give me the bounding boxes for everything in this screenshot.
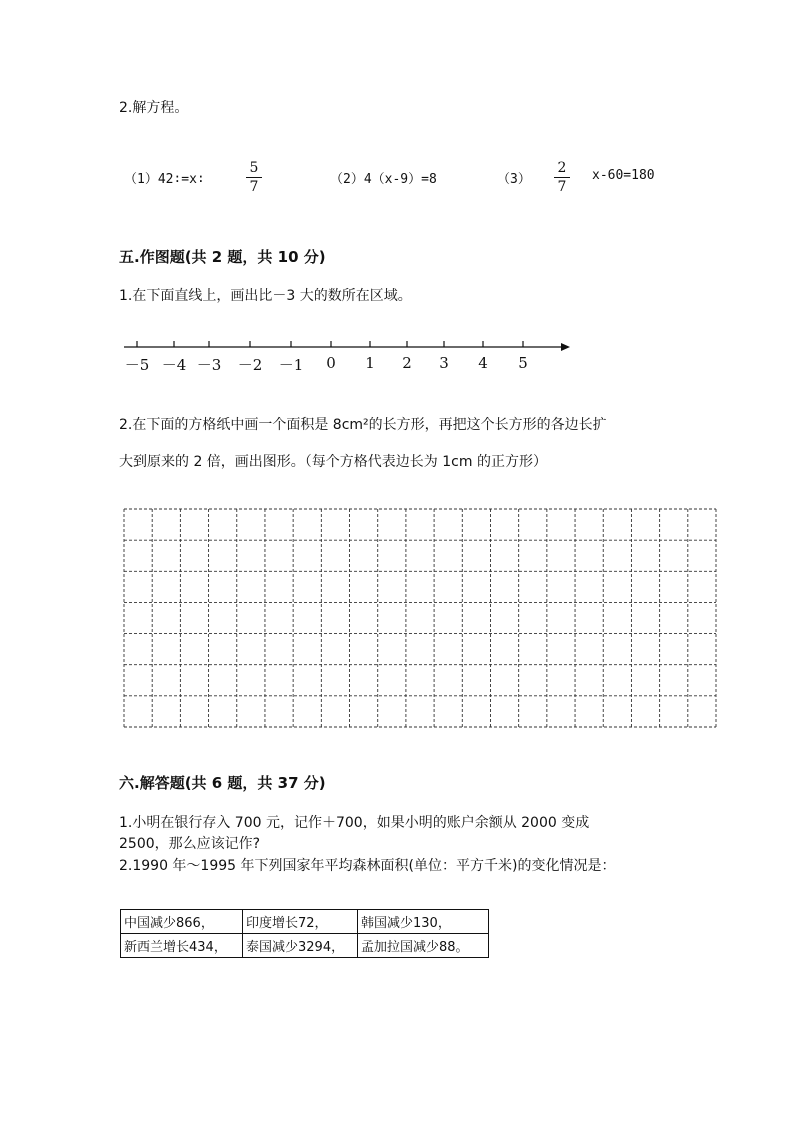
number-line-tick-label: 0 (326, 354, 336, 372)
equation-3-prefix: （3） (497, 172, 531, 187)
number-line-tick-label: 1 (365, 354, 375, 372)
number-line-tick-label: －2 (237, 356, 263, 374)
section-5-heading: 五.作图题(共 2 题，共 10 分) (119, 248, 326, 266)
fraction-denominator: 7 (557, 179, 567, 195)
fraction-denominator: 7 (249, 179, 259, 195)
number-line-tick-label: －3 (196, 356, 222, 374)
fraction-numerator: 5 (249, 160, 259, 176)
table-cell: 泰国减少3294， (243, 934, 358, 958)
question-2-title: 2.解方程。 (119, 100, 189, 116)
section-5-question-1: 1.在下面直线上，画出比－3 大的数所在区域。 (119, 288, 412, 304)
section-6-question-1-line-1: 1.小明在银行存入 700 元，记作＋700，如果小明的账户余额从 2000 变成 (119, 815, 590, 831)
equation-3-suffix: x-60=180 (592, 168, 655, 183)
number-line-tick-label: 3 (439, 354, 449, 372)
section-6-heading: 六.解答题(共 6 题，共 37 分) (119, 774, 326, 792)
number-line-tick-label: －5 (124, 356, 150, 374)
section-6-question-1-line-2: 2500，那么应该记作? (119, 836, 261, 852)
table-cell: 印度增长72， (243, 910, 358, 934)
number-line-tick-label: 4 (478, 354, 488, 372)
section-6-question-2: 2.1990 年～1995 年下列国家年平均森林面积(单位：平方千米)的变化情况是： (119, 858, 616, 874)
table-cell: 中国减少866， (121, 910, 243, 934)
fraction-numerator: 2 (557, 160, 567, 176)
number-line-tick-label: 2 (402, 354, 412, 372)
forest-area-table (120, 909, 489, 958)
table-row (121, 934, 489, 958)
table-cell: 新西兰增长434， (121, 934, 243, 958)
number-line-tick-label: －1 (278, 356, 304, 374)
table-row (121, 910, 489, 934)
section-5-question-2-line-2: 大到原来的 2 倍，画出图形。（每个方格代表边长为 1cm 的正方形） (119, 454, 547, 470)
equation-2: （2）4（x-9）=8 (330, 172, 437, 187)
table-cell: 韩国减少130， (358, 910, 489, 934)
section-5-question-2-line-1: 2.在下面的方格纸中画一个面积是 8cm²的长方形，再把这个长方形的各边长扩 (119, 417, 607, 433)
equation-1-prefix: （1）42∶=x∶ (124, 172, 205, 187)
table-cell: 孟加拉国减少88。 (358, 934, 489, 958)
number-line-tick-label: －4 (161, 356, 187, 374)
number-line-tick-label: 5 (518, 354, 528, 372)
